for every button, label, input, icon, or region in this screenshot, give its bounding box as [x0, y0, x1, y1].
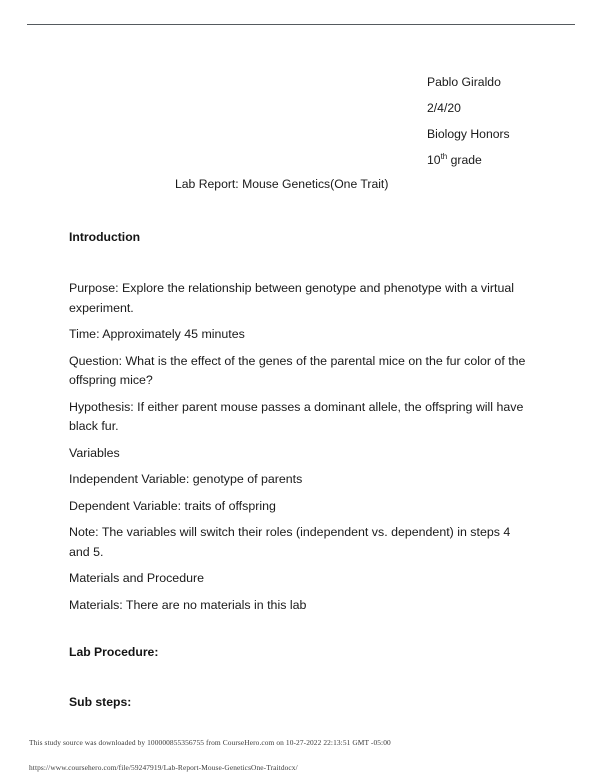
section-heading-introduction: Introduction: [69, 230, 141, 244]
paragraph-materials: Materials: There are no materials in this lab: [69, 597, 307, 612]
coursehero-source-url[interactable]: https://www.coursehero.com/file/59247919/Lab-Report-Mouse-GeneticsOne-Traitdocx/: [29, 763, 298, 772]
spacer: [69, 490, 534, 497]
grade-word: grade: [447, 153, 482, 167]
spacer: [69, 516, 534, 523]
label-materials-and-procedure: Materials and Procedure: [69, 571, 204, 585]
paragraph-time: Time: Approximately 45 minutes: [69, 327, 245, 341]
paragraph-hypothesis: Hypothesis: If either parent mouse passes a dominant allele, the offspring will have black fur.: [69, 399, 524, 433]
author-name: Pablo Giraldo: [427, 75, 501, 89]
page-title: Lab Report: Mouse Genetics(One Trait): [175, 177, 389, 191]
paragraph-dependent-variable: Dependent Variable: traits of offspring: [69, 498, 276, 513]
spacer: [69, 391, 534, 398]
spacer: [69, 246, 534, 279]
paragraph-purpose: Purpose: Explore the relationship between genotype and phenotype with a virtual experiment.: [69, 281, 514, 315]
spacer: [69, 463, 534, 470]
spacer: [69, 615, 534, 643]
document-header-block: [427, 69, 602, 173]
label-variables: Variables: [69, 445, 120, 460]
paragraph-independent-variable: Independent Variable: genotype of parents: [69, 472, 303, 486]
section-heading-lab-procedure: Lab Procedure:: [69, 645, 159, 659]
spacer: [69, 318, 534, 325]
spacer: [69, 345, 534, 352]
header-divider-rule: [27, 24, 575, 25]
spacer: [69, 661, 534, 693]
spacer: [69, 589, 534, 596]
paragraph-question: Question: What is the effect of the genes of the parental mice on the fur color of the offspring mice?: [69, 353, 526, 387]
spacer: [69, 562, 534, 569]
spacer: [69, 437, 534, 444]
grade-ordinal-suffix: th: [440, 151, 448, 161]
document-body: [69, 228, 534, 711]
coursehero-download-note: This study source was downloaded by 100000855356755 from CourseHero.com on 10-27-2022 22:13:51 GMT -05:00: [29, 738, 391, 747]
paragraph-note: Note: The variables will switch their roles (independent vs. dependent) in steps 4 and 5.: [69, 525, 511, 559]
section-heading-sub-steps: Sub steps:: [69, 695, 132, 709]
course-name: Biology Honors: [427, 127, 510, 141]
grade-line: [427, 147, 602, 173]
date-line: 2/4/20: [427, 101, 461, 115]
grade-number: 10: [427, 153, 441, 167]
